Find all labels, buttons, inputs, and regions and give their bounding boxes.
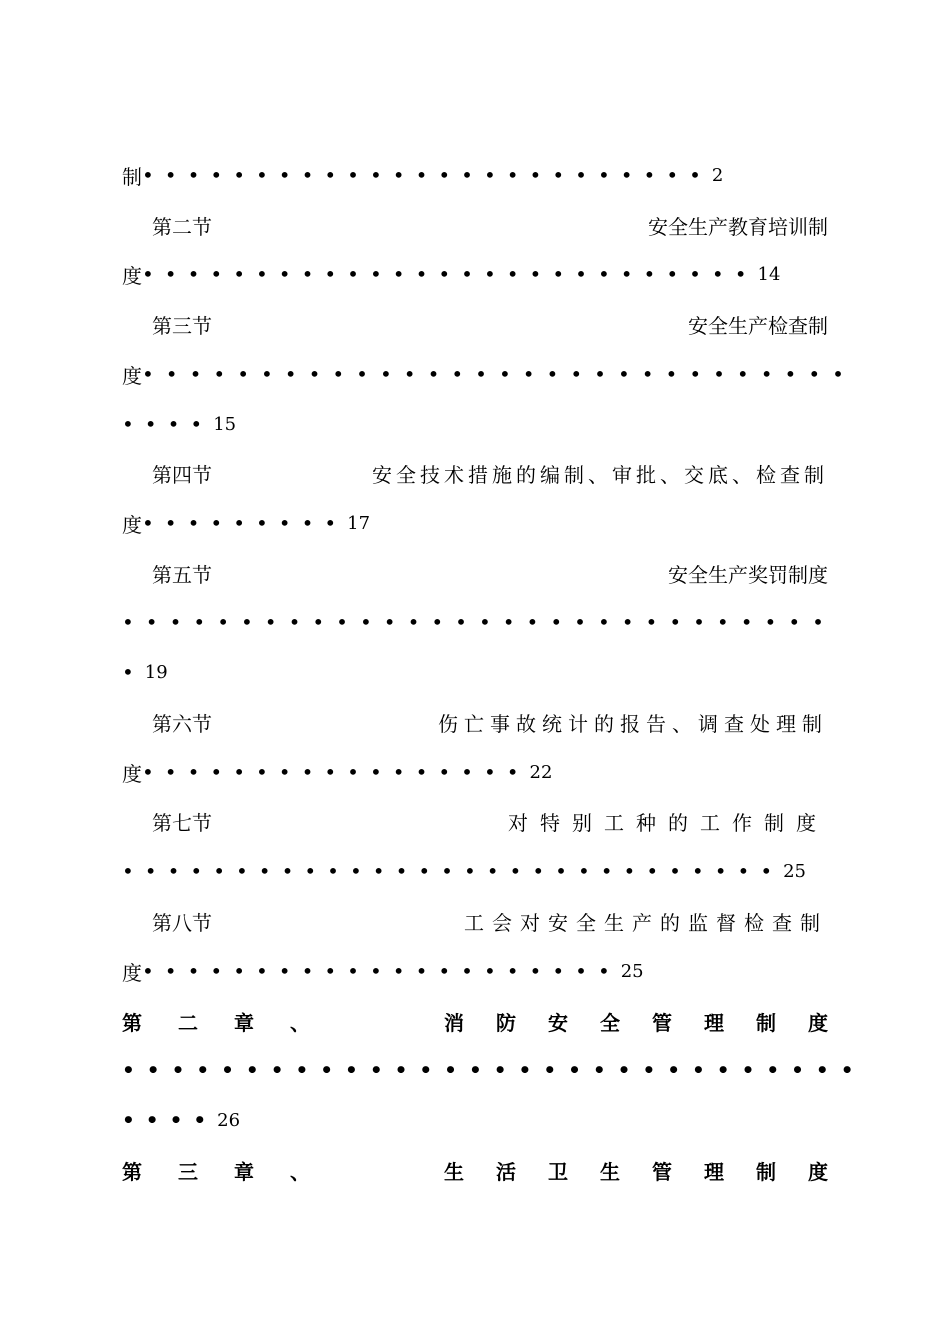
toc-entry-heading bbox=[152, 801, 828, 841]
toc-line bbox=[122, 602, 836, 642]
toc-page-number: 17 bbox=[347, 512, 371, 534]
toc-section-label: 第三节 bbox=[152, 313, 212, 338]
toc-chapter-label: 第二章、 bbox=[122, 1010, 346, 1035]
toc-text: 度 bbox=[122, 761, 142, 786]
toc-chapter-title: 生活卫生管理制度 bbox=[444, 1159, 860, 1184]
toc-entry-heading bbox=[152, 901, 828, 941]
toc-section-title: 安全生产奖罚制度 bbox=[668, 562, 828, 587]
toc-text: 度 bbox=[122, 363, 142, 388]
toc-chapter-title: 消防安全管理制度 bbox=[444, 1010, 860, 1035]
toc-section-title: 安全生产检查制 bbox=[688, 313, 828, 338]
toc-leader-dots: ••••••••••••••••••••••••••• bbox=[142, 262, 758, 286]
toc-line bbox=[122, 851, 828, 891]
toc-line bbox=[122, 1050, 866, 1090]
toc-leader-dots: •••• bbox=[122, 412, 214, 436]
toc-entry-heading bbox=[152, 553, 828, 593]
toc-leader-dots: • bbox=[122, 660, 145, 684]
toc-text: 度 bbox=[122, 512, 142, 537]
toc-line bbox=[122, 404, 828, 444]
toc-section-label: 第七节 bbox=[152, 810, 212, 835]
toc-line bbox=[122, 155, 828, 195]
toc-leader-dots: ••••••••••••••••• bbox=[142, 760, 530, 784]
toc-leader-dots: •••• bbox=[122, 1108, 218, 1132]
toc-section-title: 伤亡事故统计的报告、调查处理制 bbox=[438, 711, 828, 736]
toc-leader-dots: •••••••••••••••••••••••••••••• bbox=[122, 610, 836, 634]
toc-line bbox=[122, 503, 828, 543]
toc-leader-dots: ••••••••••••••••••••••••••••• bbox=[122, 859, 784, 883]
toc-line bbox=[122, 951, 828, 991]
toc-line bbox=[122, 254, 828, 294]
toc-leader-dots: •••••••••••••••••••••••••••••• bbox=[122, 1058, 866, 1082]
toc-line bbox=[122, 354, 856, 394]
toc-leader-dots: •••••••••••••••••••••••••••••• bbox=[142, 362, 856, 386]
toc-chapter-heading bbox=[122, 1001, 860, 1041]
toc-section-label: 第四节 bbox=[152, 462, 212, 487]
toc-text: 度 bbox=[122, 960, 142, 985]
toc-entry-heading bbox=[152, 205, 828, 245]
toc-leader-dots: ••••••••• bbox=[142, 511, 348, 535]
toc-chapter-heading bbox=[122, 1150, 860, 1190]
toc-section-label: 第八节 bbox=[152, 910, 212, 935]
toc-line bbox=[122, 652, 828, 692]
toc-section-title: 安全生产教育培训制 bbox=[648, 214, 828, 239]
toc-line bbox=[122, 1100, 828, 1140]
toc-page-number: 14 bbox=[757, 263, 781, 285]
toc-section-label: 第二节 bbox=[152, 214, 212, 239]
toc-text: 度 bbox=[122, 263, 142, 288]
toc-page-number: 25 bbox=[783, 860, 807, 882]
toc-text: 制 bbox=[122, 164, 142, 189]
toc-leader-dots: ••••••••••••••••••••• bbox=[142, 959, 621, 983]
toc-line bbox=[122, 752, 828, 792]
toc-page-number: 26 bbox=[217, 1109, 241, 1131]
toc-page-number: 25 bbox=[620, 960, 644, 982]
toc-section-label: 第六节 bbox=[152, 711, 212, 736]
toc-section-title: 对特别工种的工作制度 bbox=[508, 810, 828, 835]
toc-section-label: 第五节 bbox=[152, 562, 212, 587]
toc-page-number: 22 bbox=[529, 761, 553, 783]
toc-entry-heading bbox=[152, 702, 828, 742]
toc-leader-dots: ••••••••••••••••••••••••• bbox=[142, 163, 712, 187]
toc-chapter-label: 第三章、 bbox=[122, 1159, 346, 1184]
toc-page-number: 2 bbox=[711, 164, 724, 186]
toc-entry-heading bbox=[152, 453, 828, 493]
toc-page-number: 15 bbox=[213, 413, 237, 435]
toc-page-number: 19 bbox=[144, 661, 168, 683]
toc-entry-heading bbox=[152, 304, 828, 344]
toc-section-title: 安全技术措施的编制、审批、交底、检查制 bbox=[372, 462, 828, 487]
toc-section-title: 工会对安全生产的监督检查制 bbox=[464, 910, 828, 935]
